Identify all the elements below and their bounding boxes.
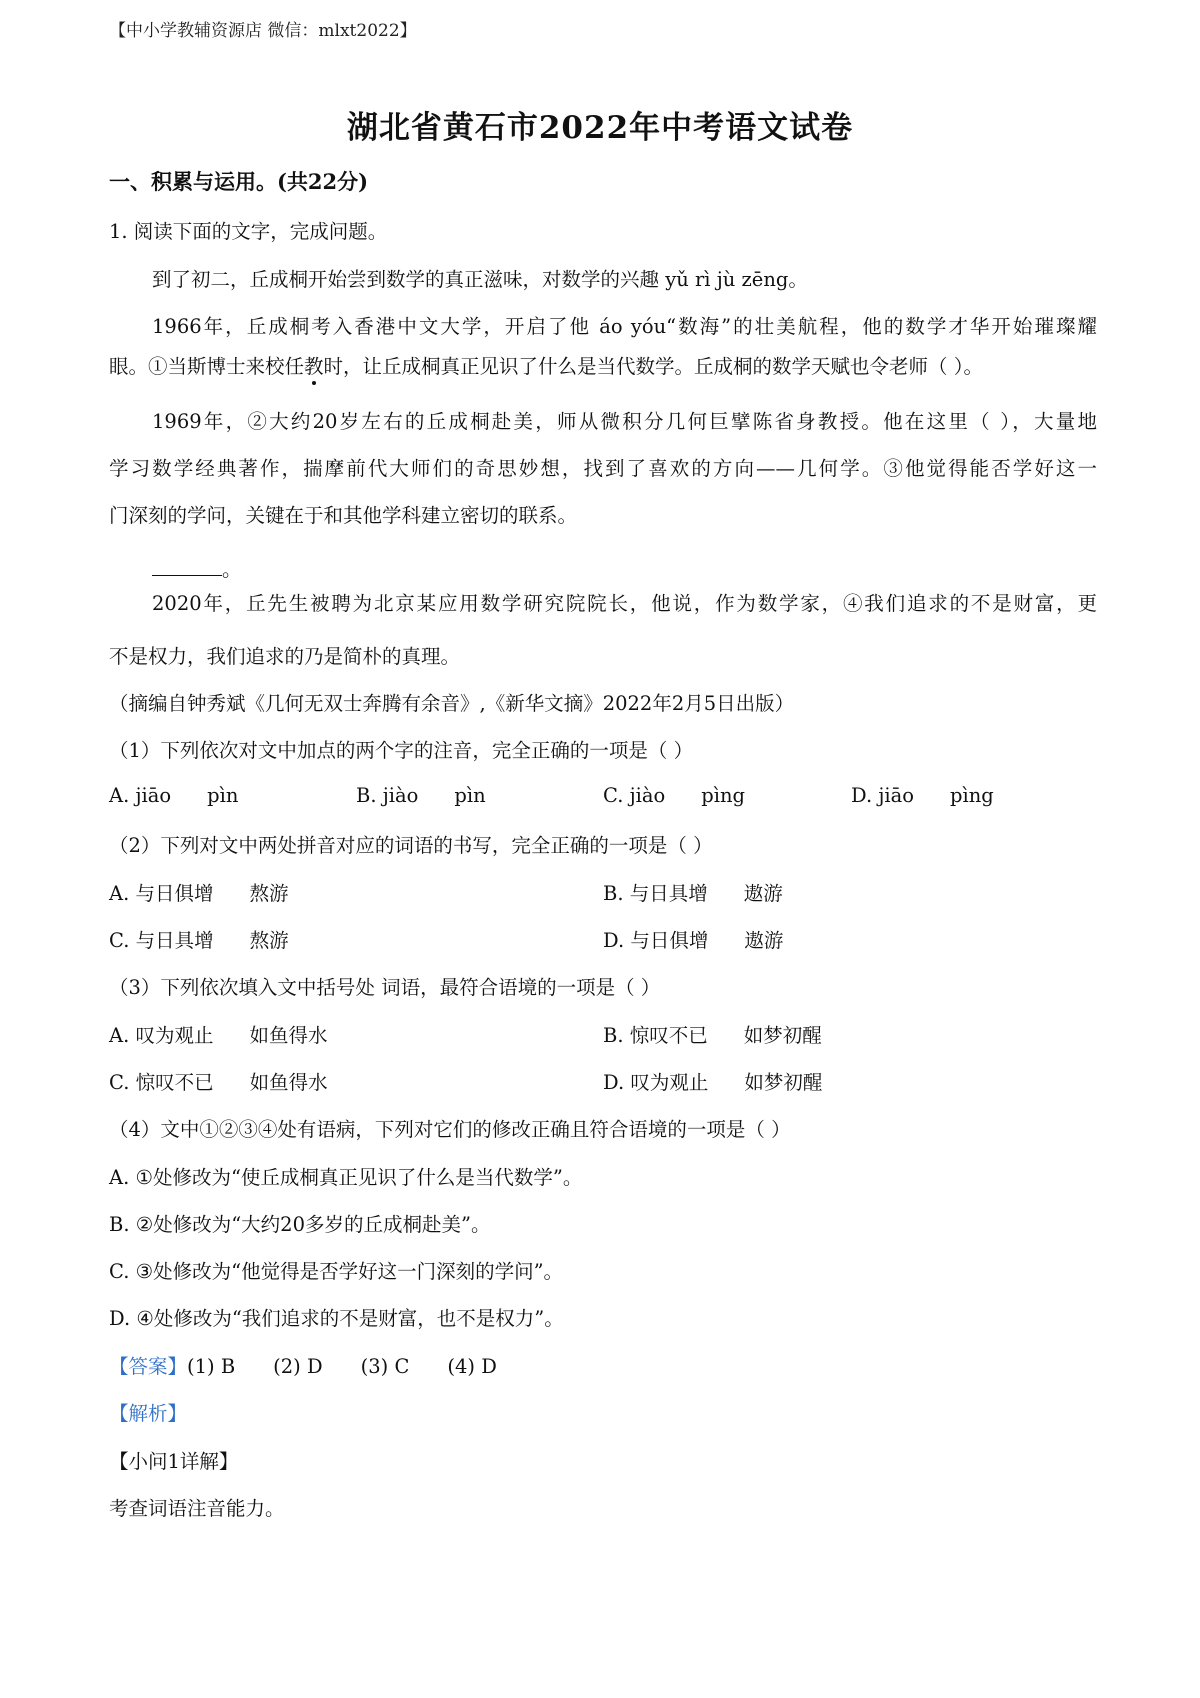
- answer-4: (4) D: [447, 1355, 497, 1378]
- option-text: pìng: [701, 784, 746, 807]
- sub-question-1-option-d: [851, 784, 994, 807]
- option-label: B. 惊叹不已: [603, 1024, 708, 1047]
- passage-paragraph-3-line-2: 学习数学经典著作，揣摩前代大师们的奇思妙想，找到了喜欢的方向——几何学。③他觉得能否学好这一: [109, 457, 1097, 480]
- detail-1-tag: 【小问1详解】: [109, 1450, 239, 1473]
- option-label: D. jiāo: [851, 784, 914, 807]
- analysis-tag: 【解析】: [109, 1402, 188, 1425]
- option-label: C. 惊叹不已: [109, 1071, 214, 1094]
- option-label: D. 叹为观止: [603, 1071, 709, 1094]
- option-label: C. jiào: [603, 784, 666, 807]
- option-text: 熬游: [249, 882, 289, 905]
- question-1-intro: 1. 阅读下面的文字，完成问题。: [109, 220, 388, 243]
- sub-question-4-option-a: A. ①处修改为“使丘成桐真正见识了什么是当代数学”。: [109, 1166, 583, 1189]
- sub-question-2-option-d: [603, 925, 783, 953]
- sub-question-4-option-d: D. ④处修改为“我们追求的不是财富，也不是权力”。: [109, 1307, 564, 1330]
- passage-paragraph-2-line-2: [109, 351, 983, 379]
- option-text: 如鱼得水: [249, 1071, 328, 1094]
- sub-question-1-option-c: [603, 784, 745, 807]
- sub-question-4-option-b: B. ②处修改为“大约20多岁的丘成桐赴美”。: [109, 1213, 491, 1236]
- sub-question-3-option-b: [603, 1020, 822, 1048]
- option-label: A. 与日俱增: [109, 882, 214, 905]
- option-text: pìng: [950, 784, 994, 807]
- option-text: 如梦初醒: [744, 1071, 823, 1094]
- section-heading: 一、积累与运用。(共22分): [109, 169, 369, 194]
- option-label: B. 与日具增: [603, 882, 708, 905]
- watermark: 【中小学教辅资源店 微信：mlxt2022】: [109, 21, 417, 41]
- option-text: 熬游: [249, 929, 289, 952]
- answer-line: [109, 1351, 497, 1379]
- fill-blank-line: [152, 554, 242, 582]
- sub-question-1-option-a: [109, 784, 238, 807]
- sub-question-4-option-c: C. ③处修改为“他觉得是否学好这一门深刻的学问”。: [109, 1260, 564, 1283]
- sub-question-3-option-c: [109, 1067, 328, 1095]
- option-label: B. jiào: [356, 784, 419, 807]
- sub-question-4-stem: （4）文中①②③④处有语病，下列对它们的修改正确且符合语境的一项是（ ）: [109, 1118, 791, 1141]
- option-text: pìn: [207, 784, 239, 807]
- answer-2: (2) D: [273, 1355, 323, 1378]
- answer-3: (3) C: [360, 1355, 410, 1378]
- sub-question-1-option-b: [356, 784, 486, 807]
- sub-question-1-stem: （1）下列依次对文中加点的两个字的注音，完全正确的一项是（ ）: [109, 739, 694, 762]
- sub-question-3-option-d: [603, 1067, 822, 1095]
- passage-paragraph-2-line-1: 1966年，丘成桐考入香港中文大学，开启了他 áo yóu“数海”的壮美航程，他的数学才华开始璀璨耀: [152, 315, 1097, 338]
- option-text: 如鱼得水: [249, 1024, 328, 1047]
- answer-tag: 【答案】: [109, 1355, 188, 1378]
- page-title: 湖北省黄石市2022年中考语文试卷: [346, 110, 854, 146]
- answer-blank: [152, 561, 222, 576]
- passage-text: 眼。①当斯博士来校任: [109, 355, 305, 378]
- passage-paragraph-3-line-3: 门深刻的学问，关键在于和其他学科建立密切的联系。: [109, 504, 578, 527]
- sub-question-2-stem: （2）下列对文中两处拼音对应的词语的书写，完全正确的一项是（ ）: [109, 834, 713, 857]
- answer-1: (1) B: [187, 1355, 236, 1378]
- option-text: pìn: [454, 784, 486, 807]
- sub-question-2-option-a: [109, 878, 289, 906]
- passage-source: （摘编自钟秀斌《几何无双士奔腾有余音》,《新华文摘》2022年2月5日出版）: [109, 692, 795, 715]
- sub-question-3-stem: （3）下列依次填入文中括号处 词语，最符合语境的一项是（ ）: [109, 976, 661, 999]
- option-text: 遨游: [744, 929, 784, 952]
- sub-question-3-option-a: [109, 1020, 328, 1048]
- option-label: D. 与日俱增: [603, 929, 709, 952]
- passage-paragraph-4-line-2: 不是权力，我们追求的乃是简朴的真理。: [109, 645, 461, 668]
- option-text: 如梦初醒: [743, 1024, 822, 1047]
- sub-question-2-option-c: [109, 925, 289, 953]
- option-label: A. jiāo: [109, 784, 172, 807]
- option-label: A. 叹为观止: [109, 1024, 214, 1047]
- sub-question-2-option-b: [603, 878, 783, 906]
- detail-1-text: 考查词语注音能力。: [109, 1497, 285, 1520]
- passage-paragraph-1: 到了初二，丘成桐开始尝到数学的真正滋味，对数学的兴趣 yǔ rì jù zēng。: [152, 268, 808, 291]
- option-text: 遨游: [743, 882, 783, 905]
- dotted-char: 教: [304, 355, 324, 378]
- option-label: C. 与日具增: [109, 929, 214, 952]
- blank-period: 。: [222, 558, 242, 581]
- passage-text: 时，让丘成桐真正见识了什么是当代数学。丘成桐的数学天赋也令老师（ ）。: [323, 355, 983, 378]
- passage-paragraph-3-line-1: 1969年，②大约20岁左右的丘成桐赴美，师从微积分几何巨擘陈省身教授。他在这里（ ），大量地: [152, 410, 1097, 433]
- passage-paragraph-4-line-1: 2020年，丘先生被聘为北京某应用数学研究院院长，他说，作为数学家，④我们追求的不是财富，更: [152, 592, 1097, 615]
